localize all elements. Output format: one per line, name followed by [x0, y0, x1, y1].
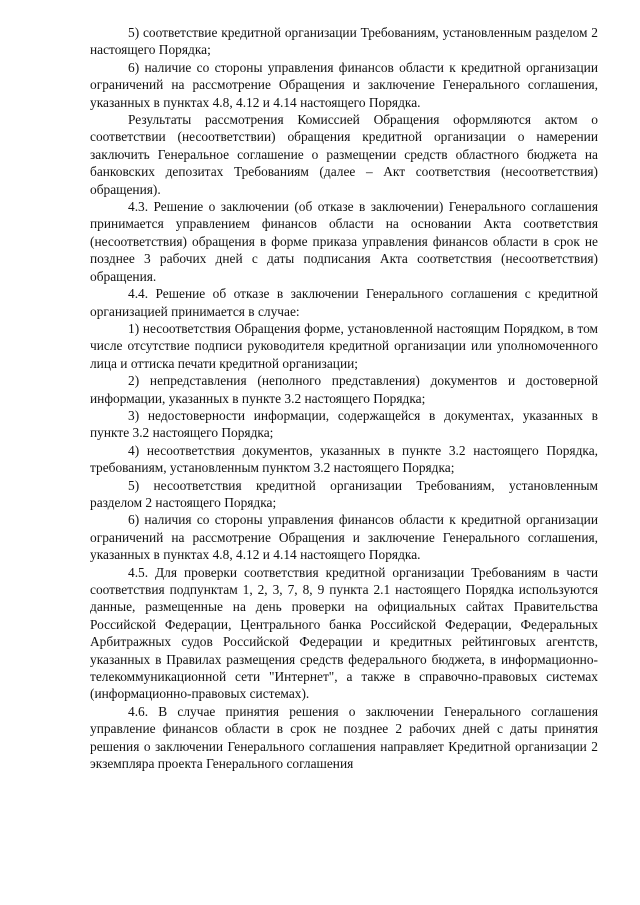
- paragraph-item-6-restrictions: 6) наличие со стороны управления финансов области к кредитной организации ограничений на рассмотрение Обращения и заключение Генерального соглашения, указанных в пунктах 4.8, 4.12 и 4.14 настоящего Порядка.: [90, 59, 598, 110]
- paragraph-4-5: 4.5. Для проверки соответствия кредитной организации Требованиям в части соответствия подпунктам 1, 2, 3, 7, 8, 9 пункта 2.1 настоящего Порядка используются данные, размещенные на день проверки на официальных сайтах Правительства Российской Федерации, Центрального банка Российской Федерации, Федеральных Арбитражных судов Российской Федерации и кредитных рейтинговых агентств, указанных в Правилах размещения средств федерального бюджета, в информационно-телекоммуникационной сети "Интернет", а также в справочно-правовых системах (информационно-правовых системах).: [90, 564, 598, 702]
- paragraph-4-3: 4.3. Решение о заключении (об отказе в заключении) Генерального соглашения принимается управлением финансов области на основании Акта соответствия (несоответствия) обращения в форме приказа управления финансов области в срок не позднее 3 рабочих дней с даты подписания Акта соответствия (несоответствия) обращения.: [90, 199, 598, 284]
- paragraph-refusal-2: 2) непредставления (неполного представления) документов и достоверной информации, указанных в пункте 3.2 настоящего Порядка;: [90, 373, 598, 406]
- document-page: [90, 24, 598, 772]
- paragraph-refusal-1: 1) несоответствия Обращения форме, установленной настоящим Порядком, в том числе отсутствие подписи руководителя кредитной организации или уполномоченного лица и оттиска печати кредитной организации;: [90, 320, 598, 371]
- paragraph-item-5-compliance: 5) соответствие кредитной организации Требованиям, установленным разделом 2 настоящего Порядка;: [90, 25, 598, 58]
- paragraph-refusal-6: 6) наличия со стороны управления финансов области к кредитной организации ограничений на рассмотрение Обращения и заключение Генерального соглашения, указанных в пунктах 4.8, 4.12 и 4.14 настоящего Порядка.: [90, 512, 598, 563]
- paragraph-review-results: Результаты рассмотрения Комиссией Обращения оформляются актом о соответствии (несоответствии) обращения кредитной организации о намерении заключить Генеральное соглашение о размещении средств областного бюджета на банковских депозитах Требованиям (далее – Акт соответствия (несоответствия) обращения).: [90, 112, 598, 197]
- paragraph-4-4: 4.4. Решение об отказе в заключении Генерального соглашения с кредитной организацией принимается в случае:: [90, 286, 598, 319]
- paragraph-refusal-3: 3) недостоверности информации, содержащейся в документах, указанных в пункте 3.2 настоящего Порядка;: [90, 407, 598, 441]
- paragraph-refusal-4: 4) несоответствия документов, указанных в пункте 3.2 настоящего Порядка, требованиям, установленным пунктом 3.2 настоящего Порядка;: [90, 442, 598, 476]
- paragraph-4-6: 4.6. В случае принятия решения о заключении Генерального соглашения управление финансов области в срок не позднее 2 рабочих дней с даты принятия решения о заключении Генерального соглашения направляет Кредитной организации 2 экземпляра проекта Генерального соглашения: [90, 703, 598, 772]
- paragraph-refusal-5: 5) несоответствия кредитной организации Требованиям, установленным разделом 2 настоящего Порядка;: [90, 477, 598, 510]
